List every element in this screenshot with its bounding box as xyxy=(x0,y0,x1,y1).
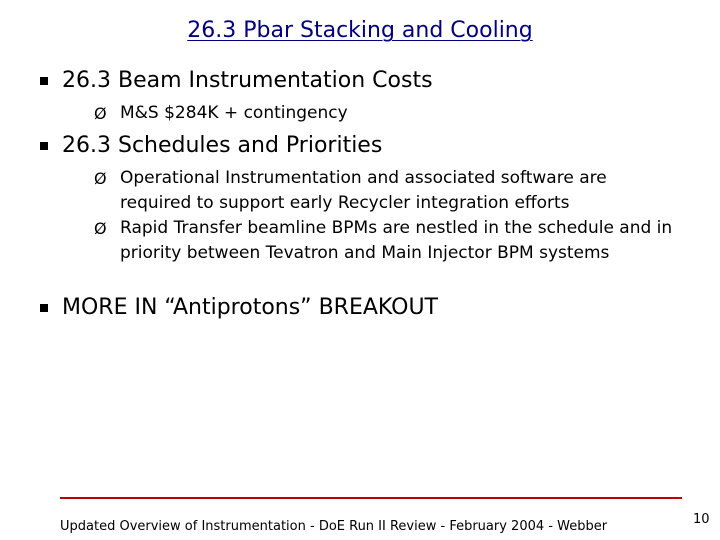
sub-bullet-text: Rapid Transfer beamline BPMs are nestled in the schedule and in priority between Tevatron and Main Injector BPM systems xyxy=(120,218,673,263)
arrow-bullet-icon: Ø xyxy=(94,104,107,123)
bullet-item-schedules xyxy=(62,133,382,159)
slide-title-text: 26.3 Pbar Stacking and Cooling xyxy=(187,18,533,43)
bullet-item-breakout xyxy=(62,295,438,321)
bullet-item-costs xyxy=(62,68,433,94)
sub-bullet-item xyxy=(94,166,680,216)
arrow-bullet-icon: Ø xyxy=(94,219,107,238)
footer-text: Updated Overview of Instrumentation - DoE Run II Review - February 2004 - Webber xyxy=(60,519,608,534)
bullet-text: 26.3 Beam Instrumentation Costs xyxy=(62,68,433,93)
page-number: 10 xyxy=(693,512,710,527)
bullet-text: MORE IN “Antiprotons” BREAKOUT xyxy=(62,295,438,320)
sub-bullet-item xyxy=(94,101,680,126)
square-bullet-icon xyxy=(40,142,48,150)
square-bullet-icon xyxy=(40,304,48,312)
slide-title xyxy=(0,18,720,43)
arrow-bullet-icon: Ø xyxy=(94,169,107,188)
bullet-text: 26.3 Schedules and Priorities xyxy=(62,133,383,158)
sub-bullet-text: M&S $284K + contingency xyxy=(120,103,348,123)
footer-divider xyxy=(60,497,682,499)
sub-bullet-item xyxy=(94,216,680,266)
square-bullet-icon xyxy=(40,77,48,85)
sub-bullet-text: Operational Instrumentation and associated software are required to support early Recycler integration efforts xyxy=(120,168,607,213)
